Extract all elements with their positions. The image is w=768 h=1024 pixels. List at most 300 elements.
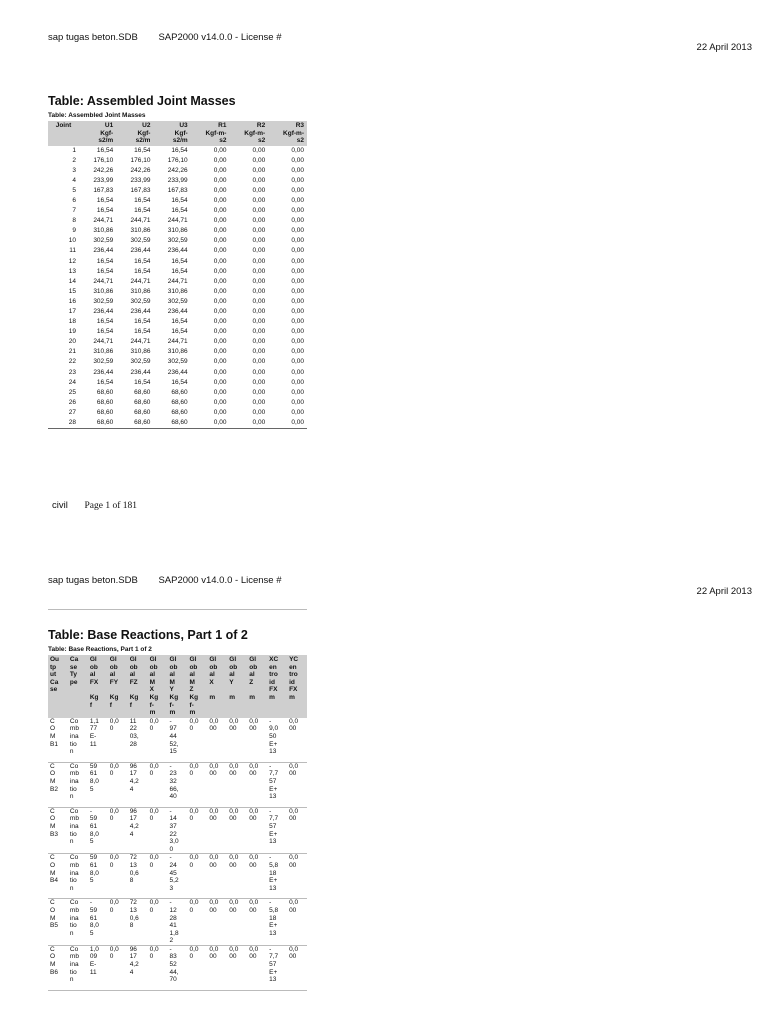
column-header: YC en tro id FX m <box>287 655 307 718</box>
table-cell: 0,0 0 <box>148 762 168 807</box>
assembled-joint-masses-table <box>48 121 307 429</box>
base-reactions-table <box>48 655 307 991</box>
table-cell: 8 <box>72 217 76 225</box>
table-cell: 0,00 <box>213 378 227 386</box>
table-cell: 0,00 <box>213 237 227 245</box>
table-cell: 0,00 <box>291 328 304 336</box>
table-cell: 0,00 <box>213 156 227 164</box>
table-cell: 242,26 <box>167 166 188 174</box>
table-cell: 0,00 <box>213 166 227 174</box>
table-cell: - 97 44 52, 15 <box>168 718 188 763</box>
table-cell: 0,0 0 <box>187 718 207 763</box>
table-cell: 0,00 <box>213 308 227 315</box>
table-row <box>48 246 307 256</box>
table-cell: 72 13 0,6 8 <box>128 854 148 899</box>
table-cell: 0,00 <box>213 267 227 275</box>
table-cell: 20 <box>68 338 76 346</box>
table-cell: 0,00 <box>213 186 227 194</box>
table-row <box>48 807 307 854</box>
table-cell: C O M B6 <box>48 945 68 990</box>
table-cell: - 24 45 5,2 3 <box>168 854 188 899</box>
table-cell: 9 <box>72 227 76 235</box>
table-cell: 0,00 <box>213 358 227 366</box>
table-row <box>48 899 307 946</box>
table-header-row <box>48 121 307 146</box>
table-cell: 302,59 <box>167 297 188 305</box>
table-cell: 26 <box>68 398 76 406</box>
table-cell: - 23 32 66, 40 <box>168 762 188 807</box>
table-cell: 0,00 <box>252 297 266 305</box>
table-cell: 0,00 <box>213 277 227 285</box>
table-cell: 68,60 <box>96 398 114 406</box>
table-cell: 6 <box>72 196 76 204</box>
table-cell: 0,00 <box>291 196 304 204</box>
table-cell: 0,00 <box>252 378 266 386</box>
table-cell: 0,00 <box>291 277 304 285</box>
table-cell: 0,0 00 <box>207 854 227 899</box>
table-cell: 16,54 <box>171 378 188 386</box>
table-cell: Co mb ina tio n <box>68 807 88 854</box>
table-cell: 0,00 <box>252 398 266 406</box>
table-cell: 16,54 <box>171 146 188 154</box>
table-cell: 0,00 <box>252 186 266 194</box>
table-cell: 0,00 <box>252 338 266 346</box>
table-cell: 0,0 0 <box>148 854 168 899</box>
table-cell: 0,00 <box>291 176 304 184</box>
table-cell: 0,0 00 <box>207 899 227 946</box>
table-cell: 18 <box>68 318 76 326</box>
column-header: U2 Kgf- s2/m <box>116 121 153 146</box>
column-header: Gl ob al M X Kg f- m <box>148 655 168 718</box>
table-row <box>48 854 307 899</box>
table-cell: 302,59 <box>167 358 188 366</box>
table-cell: 0,00 <box>252 217 266 225</box>
table-cell: 0,00 <box>291 227 304 235</box>
table-cell: - 5,8 18 E+ 13 <box>267 899 287 946</box>
table-row <box>48 398 307 408</box>
table-cell: 0,0 0 <box>148 899 168 946</box>
table-cell: 236,44 <box>93 247 114 255</box>
table-row <box>48 378 307 388</box>
table-row <box>48 176 307 186</box>
table-cell: 16 <box>68 297 76 305</box>
table-cell: 310,86 <box>93 287 114 295</box>
table-cell: 233,99 <box>93 176 114 184</box>
table-cell: 236,44 <box>167 308 188 315</box>
table-cell: 0,00 <box>213 146 227 154</box>
table-cell: 310,86 <box>167 348 188 356</box>
table-cell: 236,44 <box>130 308 151 315</box>
table-row <box>48 762 307 807</box>
table-cell: 0,00 <box>252 207 266 215</box>
table-row <box>48 226 307 236</box>
table-cell: - 9,0 50 E+ 13 <box>267 718 287 763</box>
table-title: Table: Assembled Joint Masses <box>48 94 236 108</box>
table-row <box>48 277 307 287</box>
table-cell: 0,00 <box>252 277 266 285</box>
table-cell: 27 <box>68 408 76 416</box>
column-header: Gl ob al Z m <box>247 655 267 718</box>
table-row <box>48 317 307 327</box>
table-cell: 302,59 <box>93 358 114 366</box>
table-cell: 0,00 <box>213 348 227 356</box>
table-cell: 302,59 <box>130 358 151 366</box>
table-cell: 310,86 <box>167 287 188 295</box>
table-cell: - 5,8 18 E+ 13 <box>267 854 287 899</box>
table-cell: 0,00 <box>252 287 266 295</box>
table-cell: 16,54 <box>96 267 114 275</box>
table-cell: 0,00 <box>213 217 227 225</box>
table-cell: 16,54 <box>96 207 114 215</box>
table-cell: 0,00 <box>213 257 227 265</box>
table-cell: Co mb ina tio n <box>68 945 88 990</box>
table-cell: 0,00 <box>291 217 304 225</box>
table-row <box>48 337 307 347</box>
table-cell: 16,54 <box>96 318 114 326</box>
table-cell: 244,71 <box>167 217 188 225</box>
table-cell: 16,54 <box>134 196 151 204</box>
table-cell: 68,60 <box>134 408 151 416</box>
table-cell: - 83 52 44, 70 <box>168 945 188 990</box>
table-cell: 236,44 <box>130 247 151 255</box>
table-cell: 0,00 <box>291 368 304 376</box>
table-cell: 0,00 <box>252 368 266 376</box>
page-number: Page 1 of 181 <box>84 501 137 511</box>
table-row <box>48 186 307 196</box>
table-cell: 310,86 <box>93 348 114 356</box>
table-row <box>48 146 307 156</box>
table-cell: 244,71 <box>93 217 114 225</box>
table-cell: 176,10 <box>167 156 188 164</box>
table-cell: 0,00 <box>291 338 304 346</box>
table-cell: 5 <box>72 186 76 194</box>
table-cell: 0,00 <box>252 176 266 184</box>
table-cell: 0,0 0 <box>148 945 168 990</box>
table-cell: 176,10 <box>93 156 114 164</box>
table-cell: 17 <box>68 308 76 315</box>
table-cell: C O M B1 <box>48 718 68 763</box>
table-cell: 242,26 <box>130 166 151 174</box>
table-cell: 0,00 <box>291 408 304 416</box>
table-row <box>48 257 307 267</box>
column-header: Gl ob al M Y Kg f- m <box>168 655 188 718</box>
table-cell: 1 <box>72 146 76 154</box>
table-cell: 242,26 <box>93 166 114 174</box>
table-cell: 310,86 <box>130 348 151 356</box>
table-cell: 0,00 <box>291 207 304 215</box>
column-header: Ca se Ty pe <box>68 655 88 718</box>
table-cell: 59 61 8,0 5 <box>88 854 108 899</box>
table-row <box>48 206 307 216</box>
table-cell: C O M B4 <box>48 854 68 899</box>
table-cell: 0,00 <box>291 318 304 326</box>
table-cell: 96 17 4,2 4 <box>128 945 148 990</box>
table-cell: 244,71 <box>93 338 114 346</box>
table-row <box>48 166 307 176</box>
table-cell: 0,0 00 <box>287 807 307 854</box>
table-cell: 0,00 <box>213 408 227 416</box>
table-cell: 0,00 <box>252 358 266 366</box>
column-header: Gl ob al FY Kg f <box>108 655 128 718</box>
table-cell: C O M B5 <box>48 899 68 946</box>
table-cell: 1,0 09 E- 11 <box>88 945 108 990</box>
table-cell: 16,54 <box>96 378 114 386</box>
column-header: Gl ob al X m <box>207 655 227 718</box>
table-cell: 0,00 <box>213 388 227 396</box>
table-cell: 16,54 <box>171 207 188 215</box>
column-header: R3 Kgf-m- s2 <box>268 121 307 146</box>
column-header: Gl ob al FZ Kg f <box>128 655 148 718</box>
table-cell: 0,00 <box>291 378 304 386</box>
table-cell: C O M B2 <box>48 762 68 807</box>
table-cell: 0,00 <box>268 418 307 429</box>
table-row <box>48 388 307 398</box>
column-header: R2 Kgf-m- s2 <box>229 121 268 146</box>
table-cell: 0,0 00 <box>287 762 307 807</box>
table-cell: 0,00 <box>213 196 227 204</box>
table-cell: 16,54 <box>134 328 151 336</box>
table-subtitle: Table: Base Reactions, Part 1 of 2 <box>48 646 152 653</box>
report-date: 22 April 2013 <box>696 42 752 53</box>
table-cell: 0,00 <box>252 146 266 154</box>
table-cell: 244,71 <box>130 338 151 346</box>
table-cell: 0,00 <box>213 398 227 406</box>
table-cell: 24 <box>68 378 76 386</box>
table-cell: 0,0 0 <box>108 807 128 854</box>
table-cell: 3 <box>72 166 76 174</box>
table-cell: 16,54 <box>171 267 188 275</box>
file-name: sap tugas beton.SDB <box>48 32 138 43</box>
table-cell: 0,0 0 <box>108 854 128 899</box>
table-row <box>48 408 307 418</box>
table-cell: 0,00 <box>213 207 227 215</box>
table-cell: 16,54 <box>171 318 188 326</box>
table-cell: 0,00 <box>252 328 266 336</box>
table-cell: 0,0 00 <box>247 899 267 946</box>
table-cell: 0,0 0 <box>148 718 168 763</box>
table-cell: 23 <box>68 368 76 376</box>
table-cell: 0,0 0 <box>187 854 207 899</box>
table-cell: 12 <box>68 257 76 265</box>
table-cell: 16,54 <box>134 318 151 326</box>
table-cell: 96 17 4,2 4 <box>128 762 148 807</box>
table-cell: 0,00 <box>291 348 304 356</box>
table-cell: Co mb ina tio n <box>68 718 88 763</box>
table-cell: 16,54 <box>171 328 188 336</box>
table-cell: 0,0 0 <box>108 899 128 946</box>
table-cell: 0,00 <box>213 368 227 376</box>
table-cell: 1,1 77 E- 11 <box>88 718 108 763</box>
table-cell: 68,60 <box>171 398 188 406</box>
table-cell: 236,44 <box>130 368 151 376</box>
table-cell: 0,0 00 <box>227 807 247 854</box>
table-cell: 0,00 <box>252 388 266 396</box>
table-cell: 68,60 <box>116 418 153 429</box>
table-cell: 16,54 <box>134 257 151 265</box>
page2-header <box>48 575 282 586</box>
table-cell: 0,00 <box>291 237 304 245</box>
table-cell: 68,60 <box>96 388 114 396</box>
table-cell: 0,00 <box>291 247 304 255</box>
table-cell: 0,0 0 <box>187 945 207 990</box>
table-cell: 0,00 <box>291 186 304 194</box>
table-row <box>48 307 307 317</box>
table-row <box>48 945 307 990</box>
table-row <box>48 216 307 226</box>
table-cell: - 59 61 8,0 5 <box>88 807 108 854</box>
table-cell: 176,10 <box>130 156 151 164</box>
table-cell: 68,60 <box>171 388 188 396</box>
table-cell: 0,00 <box>252 257 266 265</box>
table-cell: 0,0 0 <box>187 899 207 946</box>
table-cell: 236,44 <box>167 247 188 255</box>
table-cell: - 7,7 57 E+ 13 <box>267 945 287 990</box>
page1-header <box>48 32 282 43</box>
table-cell: - 59 61 8,0 5 <box>88 899 108 946</box>
footer-left: civil <box>52 500 68 511</box>
table-cell: 302,59 <box>130 297 151 305</box>
table-cell: 0,00 <box>252 247 266 255</box>
table-cell: 16,54 <box>171 257 188 265</box>
table-cell: 16,54 <box>134 267 151 275</box>
column-header: U3 Kgf- s2/m <box>153 121 190 146</box>
table-cell: 0,00 <box>213 227 227 235</box>
table-cell: Co mb ina tio n <box>68 899 88 946</box>
table-row <box>48 287 307 297</box>
table-cell: 14 <box>68 277 76 285</box>
table-cell: 0,0 00 <box>227 899 247 946</box>
table-row <box>48 297 307 307</box>
table-row <box>48 357 307 367</box>
table-cell: 96 17 4,2 4 <box>128 807 148 854</box>
table-row <box>48 327 307 337</box>
table-cell: 0,00 <box>252 166 266 174</box>
table-cell: 0,00 <box>291 146 304 154</box>
table-cell: 0,00 <box>291 287 304 295</box>
table-cell: 233,99 <box>130 176 151 184</box>
table-cell: 0,00 <box>213 287 227 295</box>
table-cell: 236,44 <box>93 368 114 376</box>
table-row <box>48 718 307 763</box>
table-cell: 0,0 00 <box>227 762 247 807</box>
table-cell: 4 <box>72 176 76 184</box>
table-cell: 0,0 0 <box>148 807 168 854</box>
table-cell: 10 <box>68 237 76 245</box>
table-cell: 68,60 <box>171 408 188 416</box>
column-header: Ou tp ut Ca se <box>48 655 68 718</box>
table-cell: 0,00 <box>291 156 304 164</box>
table-header-row <box>48 655 307 718</box>
table-row <box>48 418 307 429</box>
table-cell: 310,86 <box>130 287 151 295</box>
table-cell: 0,0 00 <box>207 807 227 854</box>
column-header: Gl ob al FX Kg f <box>88 655 108 718</box>
header-divider <box>48 609 307 610</box>
table-cell: Co mb ina tio n <box>68 762 88 807</box>
table-cell: 244,71 <box>130 217 151 225</box>
table-row <box>48 156 307 166</box>
table-cell: C O M B3 <box>48 807 68 854</box>
table-cell: Co mb ina tio n <box>68 854 88 899</box>
table-cell: 16,54 <box>134 146 151 154</box>
table-row <box>48 267 307 277</box>
table-cell: 0,00 <box>291 388 304 396</box>
table-cell: 7 <box>72 207 76 215</box>
table-cell: 16,54 <box>96 257 114 265</box>
table-cell: 0,0 0 <box>108 945 128 990</box>
table-cell: 0,00 <box>291 166 304 174</box>
table-cell: 0,00 <box>213 328 227 336</box>
table-cell: 0,00 <box>291 297 304 305</box>
table-cell: 28 <box>48 418 79 429</box>
table-cell: 0,00 <box>291 257 304 265</box>
table-cell: - 7,7 57 E+ 13 <box>267 807 287 854</box>
table-cell: - 14 37 22 3,0 0 <box>168 807 188 854</box>
table-cell: 244,71 <box>167 277 188 285</box>
column-header: Joint <box>48 121 79 146</box>
table-cell: 244,71 <box>93 277 114 285</box>
table-cell: 0,0 00 <box>287 854 307 899</box>
table-cell: 310,86 <box>93 227 114 235</box>
table-cell: 0,00 <box>191 418 230 429</box>
table-cell: 167,83 <box>167 186 188 194</box>
file-name: sap tugas beton.SDB <box>48 575 138 586</box>
table-cell: 21 <box>68 348 76 356</box>
table-cell: 0,00 <box>291 398 304 406</box>
table-cell: 0,0 00 <box>207 762 227 807</box>
column-header: U1 Kgf- s2/m <box>79 121 116 146</box>
table-cell: 0,00 <box>252 267 266 275</box>
table-cell: 0,0 0 <box>108 762 128 807</box>
table-cell: 0,00 <box>213 176 227 184</box>
table-cell: 68,60 <box>153 418 190 429</box>
table-cell: 0,00 <box>213 297 227 305</box>
table-cell: 302,59 <box>167 237 188 245</box>
table-cell: 0,0 00 <box>247 718 267 763</box>
table-cell: 0,0 00 <box>247 854 267 899</box>
table-cell: 0,0 00 <box>287 718 307 763</box>
table-cell: 68,60 <box>134 398 151 406</box>
table-cell: 0,00 <box>252 318 266 326</box>
table-cell: 16,54 <box>134 207 151 215</box>
column-header: Gl ob al M Z Kg f- m <box>187 655 207 718</box>
table-cell: 68,60 <box>79 418 116 429</box>
table-cell: 0,00 <box>252 237 266 245</box>
table-cell: 0,00 <box>252 308 266 315</box>
table-cell: 310,86 <box>167 227 188 235</box>
table-cell: 0,00 <box>291 267 304 275</box>
table-cell: 310,86 <box>130 227 151 235</box>
table-cell: 0,00 <box>252 227 266 235</box>
table-cell: 2 <box>72 156 76 164</box>
table-cell: 16,54 <box>96 146 114 154</box>
column-header: R1 Kgf-m- s2 <box>191 121 230 146</box>
table-cell: 11 22 03, 28 <box>128 718 148 763</box>
table-cell: 302,59 <box>93 297 114 305</box>
table-cell: 0,0 00 <box>207 718 227 763</box>
table-cell: 167,83 <box>93 186 114 194</box>
table-cell: 0,0 00 <box>247 762 267 807</box>
table-cell: 0,00 <box>213 247 227 255</box>
table-row <box>48 196 307 206</box>
table-cell: 16,54 <box>96 196 114 204</box>
table-cell: 167,83 <box>130 186 151 194</box>
table-cell: 16,54 <box>171 196 188 204</box>
table-cell: 0,00 <box>252 156 266 164</box>
table-cell: 0,00 <box>213 318 227 326</box>
table-cell: 236,44 <box>93 308 114 315</box>
table-cell: 236,44 <box>167 368 188 376</box>
